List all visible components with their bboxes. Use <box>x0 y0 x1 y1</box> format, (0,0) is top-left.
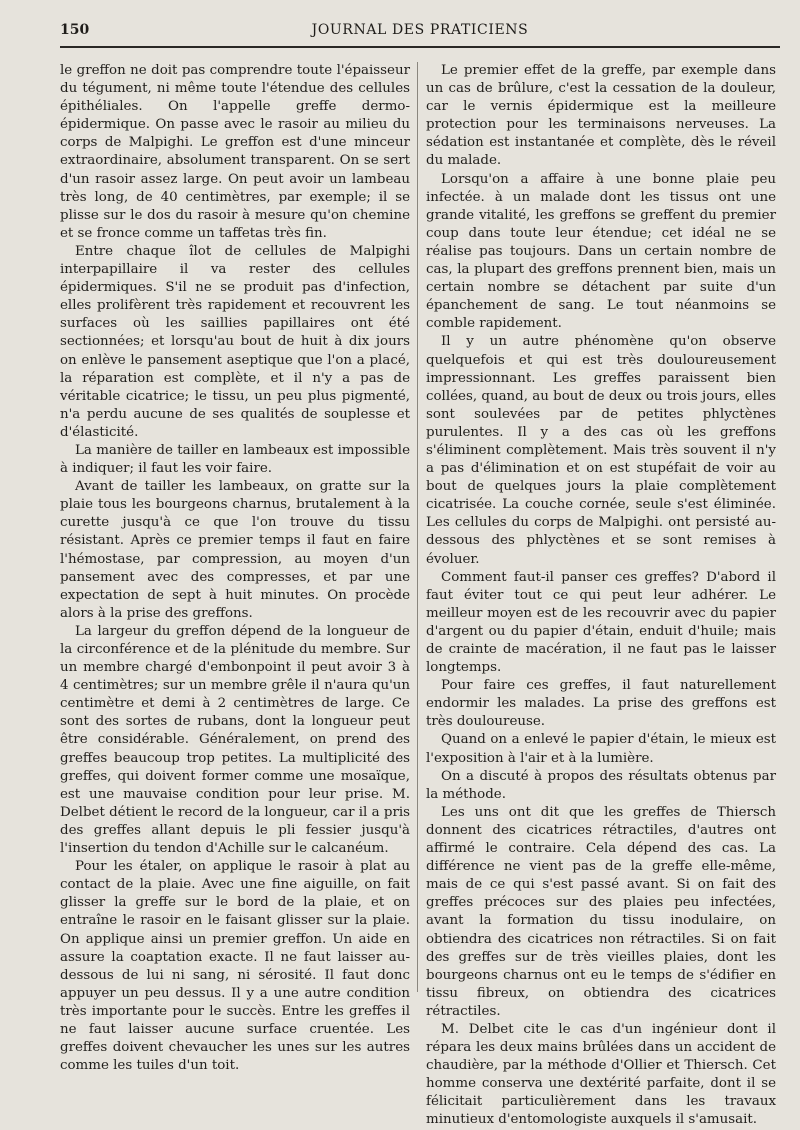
running-title: JOURNAL DES PRATICIENS <box>311 22 529 38</box>
header-rule <box>60 46 780 48</box>
paragraph: Comment faut-il panser ces greffes? D'abord il faut éviter tout ce qui peut leur adhérer. Le meilleur moyen est de les recouvrir avec du papier d'argent ou du papier d'étain, enduit d'huile; mais de crainte de macération, il ne faut pas le laisser longtemps. <box>426 569 776 676</box>
paragraph: Pour faire ces greffes, il faut naturellement endormir les malades. La prise des greffons est très douloureuse. <box>426 678 776 730</box>
paragraph: La manière de tailler en lambeaux est impossible à indiquer; il faut les voir faire. <box>60 442 410 477</box>
paragraph: Il y un autre phénomène qu'on observe quelquefois et qui est très douloureusement impressionnant. Les greffes paraissent bien collées, quand, au bout de deux ou trois jours, elles sont soulevées par de petites phlyctènes purulentes. Il y a des cas où les greffons s'éliminent complètement. Mais très souvent il n'y a pas d'élimination et on est stupéfait de voir au bout de quelques jours la plaie complètement cicatrisée. La couche cornée, seule s'est éliminée. Les cellules du corps de Malpighi. ont persisté au-dessous des phlyctènes et se sont remises à évoluer. <box>426 334 776 567</box>
left-column <box>60 62 410 1075</box>
column-divider <box>417 62 418 992</box>
paragraph: Lorsqu'on a affaire à une bonne plaie peu infectée. à un malade dont les tissus ont une grande vitalité, les greffons se greffent du premier coup dans toute leur étendue; cet idéal ne se réalise pas toujours. Dans un certain nombre de cas, la plupart des greffons prennent bien, mais un certain nombre se détachent par suite d'un épanchement de sang. Le tout néanmoins se comble rapidement. <box>426 171 776 332</box>
paragraph: le greffon ne doit pas comprendre toute l'épaisseur du tégument, ni même toute l'étendue des cellules épithéliales. On l'appelle greffe dermo-épidermique. On passe avec le rasoir au milieu du corps de Malpighi. Le greffon est d'une minceur extraordinaire, absolument transparent. On se sert d'un rasoir assez large. On peut avoir un lambeau très long, de 40 centimètres, par exemple; il se plisse sur le dos du rasoir à mesure qu'on chemine et se fronce comme un taffetas très fin. <box>60 63 410 241</box>
right-column <box>426 62 776 1130</box>
paragraph: Quand on a enlevé le papier d'étain, le mieux est l'exposition à l'air et à la lumière. <box>426 732 776 766</box>
paragraph: La largeur du greffon dépend de la longueur de la circonférence et de la plénitude du membre. Sur un membre chargé d'embonpoint il peut avoir 3 à 4 centimètres; sur un membre grêle il n'aura qu'un centimètre et demi à 2 centimètres de large. Ce sont des sortes de rubans, dont la longueur peut être considérable. Généralement, on prend des greffes beaucoup trop petites. La multiplicité des greffes, qui doivent former comme une mosaïque, est une mauvaise condition pour leur prise. M. Delbet détient le record de la longueur, car il a pris des greffes allant depuis le pli fessier jusqu'à l'insertion du tendon d'Achille sur le calcanéum. <box>60 623 410 857</box>
paragraph: Les uns ont dit que les greffes de Thiersch donnent des cicatrices rétractiles, d'autres ont affirmé le contraire. Cela dépend des cas. La différence ne vient pas de la greffe elle-même, mais de ce qui s'est passé avant. Si on fait des greffes précoces sur des plaies peu infectées, avant la formation du tissu inodulaire, on obtiendra des cicatrices non rétractiles. Si on fait des greffes sur de très vieilles plaies, dont les bourgeons charnus ont eu le temps de s'édifier en tissu fibreux, on obtiendra des cicatrices rétractiles. <box>426 804 776 1019</box>
paragraph: Entre chaque îlot de cellules de Malpighi interpapillaire il va rester des cellules épidermiques. S'il ne se produit pas d'infection, elles prolifèrent très rapidement et recouvrent les surfaces où les saillies papillaires ont été sectionnées; et lorsqu'au bout de huit à dix jours on enlève le pansement aseptique que l'on a placé, la réparation est complète, et il n'y a pas de véritable cicatrice; le tissu, un peu plus pigmenté, n'a perdu aucune de ses qualités de souplesse et d'élasticité. <box>60 243 410 440</box>
page-header <box>60 22 780 46</box>
paragraph: M. Delbet cite le cas d'un ingénieur dont il répara les deux mains brûlées dans un accident de chaudière, par la méthode d'Ollier et Thiersch. Cet homme conserva une dextérité parfaite, dont il se félicitait particulièrement dans les travaux minutieux d'entomologiste auxquels il s'amusait. <box>426 1021 776 1128</box>
page-number: 150 <box>60 22 90 38</box>
paragraph: Le premier effet de la greffe, par exemple dans un cas de brûlure, c'est la cessation de la douleur, car le vernis épidermique est la meilleure protection pour les terminaisons nerveuses. La sédation est instantanée et complète, dès le réveil du malade. <box>426 63 776 169</box>
paragraph: Pour les étaler, on applique le rasoir à plat au contact de la plaie. Avec une fine aiguille, on fait glisser la greffe sur le bord de la plaie, et on entraîne le rasoir en le faisant glisser sur la plaie. On applique ainsi un premier greffon. Un aide en assure la coaptation exacte. Il ne faut laisser au-dessous de lui ni sang, ni sérosité. Il faut donc appuyer un peu dessus. Il y a une autre condition très importante pour le succès. Entre les greffes il ne faut laisser aucune surface cruentée. Les greffes doivent chevaucher les unes sur les autres comme les tuiles d'un toit. <box>60 859 410 1074</box>
paragraph: Avant de tailler les lambeaux, on gratte sur la plaie tous les bourgeons charnus, brutalement à la curette jusqu'à ce que l'on trouve du tissu résistant. Après ce premier temps il faut en faire l'hémostase, par compression, au moyen d'un pansement avec des compresses, et par une expectation de sept à huit minutes. On procède alors à la prise des greffons. <box>60 479 410 621</box>
paragraph: On a discuté à propos des résultats obtenus par la méthode. <box>426 768 776 802</box>
